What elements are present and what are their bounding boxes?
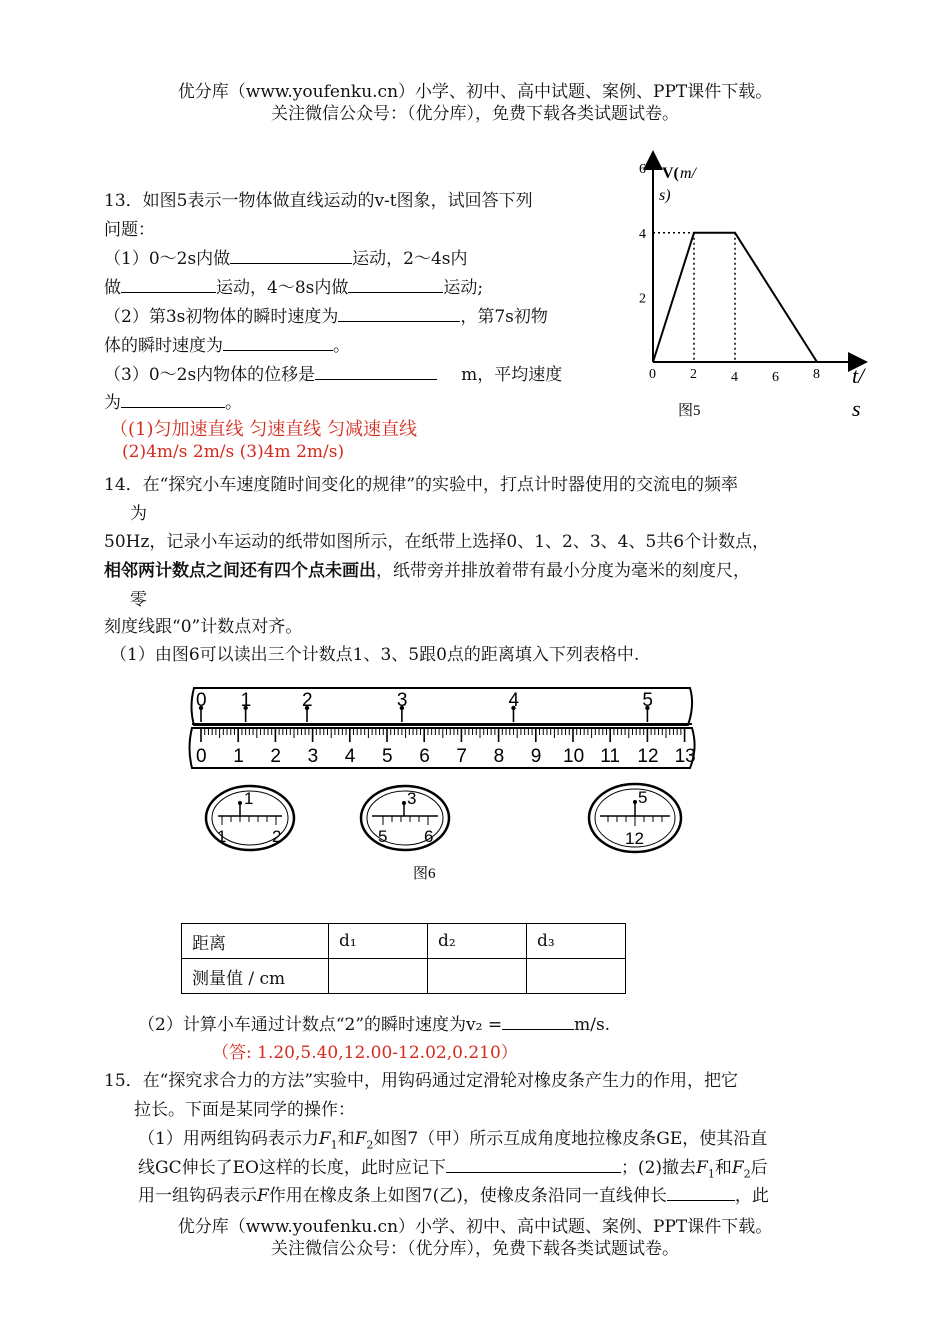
q15-l3b: 如图7（甲）所示互成角度地拉橡皮条GE，使其沿直 [373, 1129, 768, 1149]
q13-line-8 [104, 388, 242, 413]
q13-line-3 [104, 244, 468, 269]
force-f: F [257, 1186, 269, 1206]
answer-blank[interactable] [121, 391, 225, 408]
q13-answer-2: (2)4m/s 2m/s (3)4m 2m/s) [122, 442, 345, 462]
ruler-label: 1 [233, 746, 244, 767]
q14-line-2: 50Hz，记录小车运动的纸带如图所示，在纸带上选择0、1、2、3、4、5共6个计数点， [104, 532, 770, 552]
q13-l5a: （2）第3s初物体的瞬时速度为 [104, 307, 339, 327]
table-cell-d3[interactable] [527, 959, 626, 994]
q15-and: 和 [337, 1129, 355, 1149]
ruler-label: 7 [456, 746, 467, 767]
q15-and: 和 [714, 1158, 732, 1178]
answer-blank[interactable] [338, 305, 460, 322]
q13-l7b: m，平均速度 [461, 365, 563, 385]
q15-line-4 [138, 1153, 768, 1180]
answer-blank[interactable] [446, 1156, 621, 1173]
table-row [182, 959, 626, 994]
q15-l5a: 用一组钩码表示 [138, 1186, 257, 1206]
zoom1-tick-label-a: 1 [217, 827, 227, 846]
table-header-d3: d₃ [527, 924, 626, 959]
q13-l4c: 运动; [443, 278, 484, 298]
q14-l6a: （2）计算小车通过计数点“2”的瞬时速度为v₂ = [138, 1015, 503, 1035]
q13-l4b: 运动，4～8s内做 [216, 278, 349, 298]
ruler-label: 13 [674, 746, 696, 767]
header-line-2: 关注微信公众号：（优分库），免费下载各类试题试卷。 [271, 104, 679, 124]
zoom-view-3 [589, 784, 681, 852]
zoom1-point-label: 1 [244, 789, 254, 808]
tape-point-label: 4 [508, 690, 520, 711]
x-axis-label-b: s [852, 396, 861, 421]
table-header-d1: d₁ [329, 924, 428, 959]
ruler-label: 8 [493, 746, 505, 767]
q15-line-1: 15．在“探究求合力的方法”实验中，用钩码通过定滑轮对橡皮条产生力的作用，把它 [104, 1071, 739, 1091]
fig6-tape-ruler [180, 680, 710, 890]
zoom2-tick-label-a: 5 [378, 827, 388, 846]
q13-l3a: （1）0～2s内做 [104, 249, 231, 269]
q13-line-4 [104, 273, 483, 298]
y-axis-label-a: V( [662, 165, 679, 182]
q13-l6b: 。 [333, 336, 350, 356]
q15-l3a: （1）用两组钩码表示力 [138, 1129, 319, 1149]
ruler-label: 4 [344, 746, 356, 767]
x-tick-label: 0 [649, 367, 656, 382]
ruler-label: 6 [419, 746, 430, 767]
table-row [182, 924, 626, 959]
q15-l5b: 作用在橡皮条上如图7(乙)，使橡皮条沿同一直线伸长 [268, 1186, 667, 1206]
tape-point-label: 3 [396, 690, 408, 711]
fig5-caption: 图5 [678, 403, 701, 419]
q15-line-3 [138, 1124, 767, 1151]
q13-line-2: 问题： [104, 220, 155, 240]
tape-point-label: 2 [302, 690, 313, 711]
force-f2: F [731, 1158, 744, 1178]
table-header-d2: d₂ [428, 924, 527, 959]
answer-blank[interactable] [223, 334, 333, 351]
answer-blank[interactable] [230, 247, 352, 264]
ruler-label: 9 [530, 746, 542, 767]
header-line-1: 优分库（www.youfenku.cn）小学、初中、高中试题、案例、PPT课件下载。 [177, 82, 773, 102]
x-tick-label: 4 [731, 370, 738, 385]
q13-answer-1: （(1)匀加速直线 匀速直线 匀减速直线 [110, 419, 417, 440]
answer-blank[interactable] [315, 363, 437, 380]
q13-l3b: 运动，2～4s内 [352, 249, 468, 269]
ruler-label: 12 [637, 746, 659, 767]
distance-table [181, 923, 626, 994]
q15-l5c: ，此 [734, 1186, 769, 1206]
q15-l4b: ；(2)撤去 [620, 1158, 697, 1178]
q14-line-4: 刻度线跟“0”计数点对齐。 [104, 617, 303, 637]
y-tick-label: 6 [639, 162, 646, 178]
zoom3-tick-label: 12 [625, 829, 644, 848]
answer-blank[interactable] [502, 1013, 574, 1030]
force-f1: F [696, 1158, 708, 1178]
q14-answer: （答: 1.20,5.40,12.00-12.02,0.210） [212, 1043, 518, 1063]
paper-tape [192, 688, 693, 725]
q14-l3-bold: 相邻两计数点之间还有四个点未画出 [104, 561, 376, 581]
velocity-line [653, 233, 817, 362]
q14-line-1: 14．在“探究小车速度随时间变化的规律”的实验中，打点计时器使用的交流电的频率 [104, 475, 739, 495]
zoom2-tick-label-b: 6 [424, 827, 434, 846]
x-tick-label: 8 [813, 367, 820, 382]
q13-l8a: 为 [104, 393, 121, 413]
q13-line-7 [104, 360, 562, 385]
q15-l4c: 后 [750, 1158, 768, 1178]
zoom-view-2 [361, 786, 449, 850]
zoom-view-1 [206, 786, 294, 850]
zoom2-point-label: 3 [407, 789, 417, 808]
footer-line-1: 优分库（www.youfenku.cn）小学、初中、高中试题、案例、PPT课件下载。 [177, 1217, 773, 1237]
x-tick-label: 6 [772, 370, 779, 385]
force-f1-sub: 1 [330, 1138, 338, 1152]
q14-l6b: m/s. [574, 1015, 611, 1035]
q14-line-3b: 零 [130, 590, 147, 610]
ruler-label: 11 [600, 746, 620, 767]
fig6-caption: 图6 [413, 866, 436, 882]
ruler-label: 2 [270, 746, 281, 767]
q13-l7a: （3）0～2s内物体的位移是 [104, 365, 316, 385]
zoom1-tick-label-b: 2 [272, 827, 282, 846]
q13-l5b: ，第7s初物 [460, 307, 548, 327]
q14-l3-rest: ，纸带旁并排放着带有最小分度为毫米的刻度尺， [376, 561, 750, 581]
footer-line-2: 关注微信公众号：（优分库），免费下载各类试题试卷。 [271, 1239, 679, 1259]
tape-point-label: 1 [240, 690, 252, 711]
table-header-distance: 距离 [182, 924, 329, 959]
q13-l4a: 做 [104, 278, 121, 298]
fig5-vt-graph [630, 150, 880, 425]
y-axis-label-b: m/ [680, 165, 696, 182]
force-f2-sub: 2 [366, 1138, 374, 1152]
zoom3-point-label: 5 [638, 788, 648, 807]
answer-blank[interactable] [348, 276, 443, 293]
table-cell-d2[interactable] [428, 959, 527, 994]
q14-line-6 [138, 1010, 610, 1035]
ruler-label: 5 [382, 746, 393, 767]
q15-line-2: 拉长。下面是某同学的操作： [134, 1100, 355, 1120]
q13-l8b: 。 [225, 393, 242, 413]
q13-l6a: 体的瞬时速度为 [104, 336, 223, 356]
y-axis-label-c: s) [659, 187, 671, 204]
force-f1: F [318, 1129, 331, 1149]
q15-line-5 [138, 1181, 769, 1206]
force-f1-sub: 1 [707, 1167, 715, 1181]
force-f2: F [354, 1129, 367, 1149]
q14-line-1b: 为 [130, 504, 147, 524]
q15-l4a: 线GC伸长了EO这样的长度，此时应记下 [138, 1158, 446, 1178]
ruler-label: 3 [307, 746, 319, 767]
q13-line-6 [104, 331, 350, 356]
y-tick-label: 2 [639, 291, 646, 307]
ruler-label: 10 [563, 746, 585, 767]
tape-point-label: 5 [642, 690, 653, 711]
force-f2-sub: 2 [743, 1167, 751, 1181]
ruler-label: 0 [196, 746, 207, 767]
q14-line-3 [104, 556, 750, 581]
table-row-label: 测量值 / cm [182, 959, 329, 994]
x-tick-label: 2 [690, 367, 697, 382]
tape-point-label: 0 [196, 690, 207, 711]
x-axis-label-a: t/ [852, 363, 865, 388]
q13-line-1: 13．如图5表示一物体做直线运动的v-t图象，试回答下列 [104, 191, 533, 211]
answer-blank[interactable] [121, 276, 216, 293]
y-tick-label: 4 [639, 226, 646, 242]
table-cell-d1[interactable] [329, 959, 428, 994]
q13-line-5 [104, 302, 548, 327]
q14-line-5: （1）由图6可以读出三个计数点1、3、5跟0点的距离填入下列表格中. [110, 645, 640, 665]
answer-blank[interactable] [667, 1184, 735, 1201]
